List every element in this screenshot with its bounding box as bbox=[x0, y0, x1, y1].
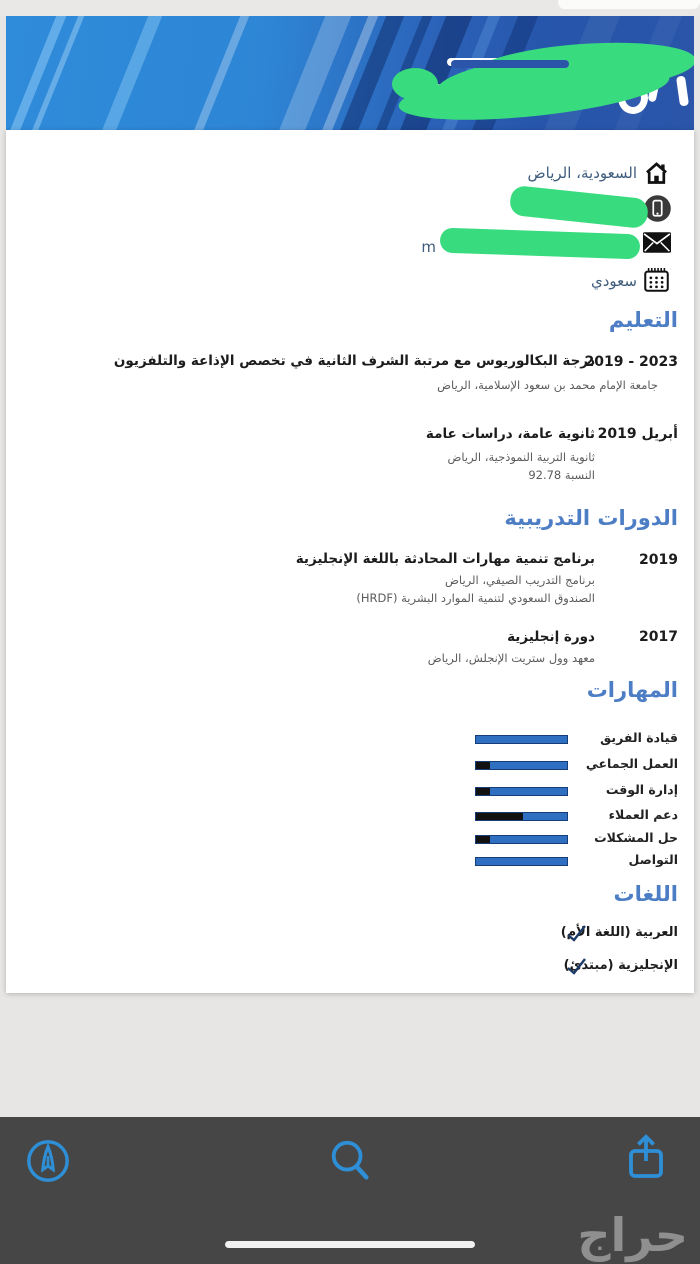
skill-label: التواصل bbox=[628, 852, 678, 867]
course-entry-extra: الصندوق السعودي لتنمية الموارد البشرية (HRDF) bbox=[356, 591, 595, 605]
bottom-toolbar bbox=[0, 1117, 700, 1264]
cv-header-banner bbox=[6, 16, 694, 130]
name-fragment bbox=[676, 76, 689, 107]
education-entry-institution: جامعة الإمام محمد بن سعود الإسلامية، الرياض bbox=[437, 378, 658, 392]
course-entry-org: برنامج التدريب الصيفي، الرياض bbox=[445, 573, 595, 587]
banner-stripe bbox=[184, 16, 258, 130]
course-entry-org: معهد وول ستريت الإنجلش، الرياض bbox=[427, 651, 595, 665]
skill-bar-fill bbox=[523, 813, 567, 820]
skill-label: قيادة الفريق bbox=[600, 730, 678, 745]
skill-bar-fill bbox=[476, 736, 567, 743]
skill-bar bbox=[475, 812, 568, 821]
email-icon bbox=[644, 232, 671, 259]
skill-bar-fill bbox=[490, 836, 567, 843]
name-fragment bbox=[451, 60, 569, 68]
markup-pen-icon[interactable] bbox=[25, 1138, 73, 1186]
section-title-skills: المهارات bbox=[586, 678, 678, 702]
watermark-logo: حراج bbox=[577, 1208, 688, 1262]
skill-label: دعم العملاء bbox=[608, 807, 678, 822]
skill-bar bbox=[475, 787, 568, 796]
skill-label: حل المشكلات bbox=[594, 830, 678, 845]
home-indicator[interactable] bbox=[225, 1241, 475, 1248]
cv-document-page[interactable] bbox=[6, 130, 694, 993]
education-entry-date: 2019 - 2023 bbox=[584, 354, 678, 370]
course-entry-date: 2019 bbox=[639, 552, 678, 568]
skill-label: إدارة الوقت bbox=[605, 782, 678, 797]
course-entry-title: دورة إنجليزية bbox=[507, 629, 595, 645]
education-entry-note: النسبة 92.78 bbox=[528, 468, 595, 482]
education-entry-date: أبريل 2019 bbox=[597, 426, 678, 442]
name-redaction-scribble bbox=[392, 68, 438, 100]
education-entry-institution: ثانوية التربية النموذجية، الرياض bbox=[447, 450, 595, 464]
home-icon bbox=[643, 160, 670, 187]
skill-bar bbox=[475, 835, 568, 844]
contact-nationality: سعودي bbox=[591, 272, 637, 290]
course-entry-title: برنامج تنمية مهارات المحادثة باللغة الإنجليزية bbox=[295, 551, 595, 567]
education-entry-title: ثانوية عامة، دراسات عامة bbox=[425, 426, 595, 442]
email-redaction-scribble bbox=[440, 228, 641, 260]
section-title-education: التعليم bbox=[608, 308, 678, 332]
search-icon[interactable] bbox=[327, 1137, 375, 1185]
phone-redaction-scribble bbox=[509, 185, 649, 229]
skill-bar bbox=[475, 761, 568, 770]
skill-bar-fill bbox=[490, 788, 567, 795]
phone-icon bbox=[645, 194, 672, 221]
calendar-icon bbox=[643, 266, 670, 293]
banner-stripe bbox=[92, 16, 171, 130]
contact-email-fragment: m bbox=[421, 238, 436, 256]
education-entry-title: درجة البكالوريوس مع مرتبة الشرف الثانية في تخصص الإذاعة والتلفزيون bbox=[113, 353, 595, 369]
checkmark-icon bbox=[566, 956, 588, 976]
share-icon[interactable] bbox=[622, 1132, 670, 1180]
checkmark-icon bbox=[566, 923, 588, 943]
skill-label: العمل الجماعي bbox=[585, 756, 678, 771]
section-title-courses: الدورات التدريبية bbox=[504, 506, 678, 530]
skill-bar-fill bbox=[490, 762, 567, 769]
skill-bar bbox=[475, 857, 568, 866]
section-title-languages: اللغات bbox=[613, 882, 678, 906]
top-toolbar-pill bbox=[558, 0, 700, 9]
skill-bar-fill bbox=[476, 858, 567, 865]
language-label: العربية (اللغة الأم) bbox=[560, 925, 678, 940]
contact-location: السعودية، الرياض bbox=[527, 164, 637, 182]
course-entry-date: 2017 bbox=[639, 629, 678, 645]
language-label: الإنجليزية (مبتدئ) bbox=[563, 958, 678, 973]
skill-bar bbox=[475, 735, 568, 744]
